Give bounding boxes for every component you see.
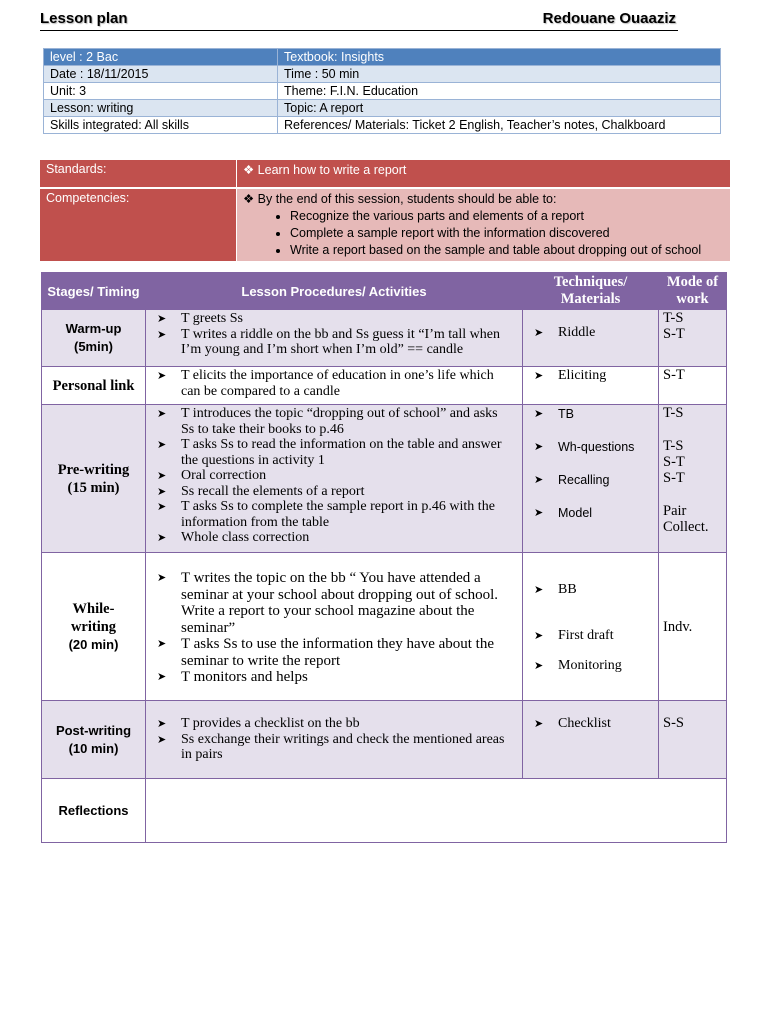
table-row (42, 553, 727, 701)
activity-list (147, 554, 521, 686)
stage-pre-writing (42, 405, 146, 553)
reflections-cell (146, 779, 727, 843)
table-row (42, 405, 727, 553)
standards-row (40, 160, 730, 188)
header-procedures: Lesson Procedures/ Activities (146, 273, 523, 310)
activities-cell (146, 310, 523, 367)
list-item: ➤ BB (534, 582, 649, 598)
info-skills: Skills integrated: All skills (44, 117, 278, 134)
lesson-procedures-table (41, 272, 727, 843)
stage-name: Personal link (52, 377, 135, 394)
list-item: ➤ First draft (534, 628, 649, 644)
standards-value: ❖ Learn how to write a report (237, 160, 731, 188)
activity-list (147, 406, 521, 546)
list-item: ➤ T provides a checklist on the bb (157, 716, 513, 732)
techniques-cell (523, 310, 659, 367)
table-row (42, 310, 727, 367)
activity-list (147, 311, 521, 358)
stage-while-writing (42, 553, 146, 701)
stage-name: Pre-writing (57, 461, 130, 478)
table-row (44, 100, 721, 117)
activities-cell (146, 405, 523, 553)
page-title: Lesson plan (40, 10, 128, 27)
header-mode: Mode of work (659, 273, 727, 310)
table-row (44, 117, 721, 134)
info-textbook: Textbook: Insights (278, 49, 721, 66)
mode-item: Pair (663, 503, 687, 519)
list-item: • Write a report based on the sample and table about dropping out of school (290, 242, 724, 259)
stage-post-writing (42, 701, 146, 779)
stage-name: writing (70, 618, 117, 635)
list-item: ➤ T introduces the topic “dropping out of school” and asks Ss to take their books to p.46 (157, 406, 513, 437)
header-techniques: Techniques/ Materials (523, 273, 659, 310)
techniques-cell (523, 701, 659, 779)
mode-item: S-T (663, 367, 685, 383)
mode-item: T-S (663, 310, 684, 326)
mode-cell (659, 553, 727, 701)
list-item: ➤ Eliciting (534, 368, 649, 384)
technique-list (524, 554, 657, 674)
info-date: Date : 18/11/2015 (44, 66, 278, 83)
list-item: ➤ T asks Ss to read the information on the table and answer the questions in activity 1 (157, 437, 513, 468)
mode-item: Indv. (663, 619, 693, 635)
standards-table (40, 160, 730, 261)
list-item: ➤ T monitors and helps (157, 669, 513, 686)
mode-item: T-S (663, 405, 684, 421)
competencies-intro: ❖ By the end of this session, students should be able to: (243, 192, 557, 206)
list-item: ➤ T writes the topic on the bb “ You have attended a seminar at your school about dropping out of school. Write a report to your school magazine about the seminar” (157, 570, 513, 636)
table-row (42, 701, 727, 779)
competencies-value (237, 188, 731, 261)
mode-item: S-S (663, 715, 684, 731)
mode-item: Collect. (663, 519, 709, 535)
info-references: References/ Materials: Ticket 2 English, Teacher’s notes, Chalkboard (278, 117, 721, 134)
stage-timing: (15 min) (67, 479, 120, 496)
list-item: ➤ Ss exchange their writings and check the mentioned areas in pairs (157, 732, 513, 763)
mode-cell (659, 405, 727, 553)
list-item: • Recognize the various parts and elements of a report (290, 208, 724, 225)
table-row (44, 83, 721, 100)
mode-cell (659, 701, 727, 779)
list-item: ➤ Checklist (534, 716, 649, 732)
activity-list (147, 702, 521, 763)
mode-item: T-S (663, 438, 684, 454)
list-item: ➤ T asks Ss to use the information they have about the seminar to write the report (157, 636, 513, 669)
header-stages: Stages/ Timing (42, 273, 146, 310)
info-topic: Topic: A report (278, 100, 721, 117)
competencies-list (243, 208, 724, 259)
author-name: Redouane Ouaaziz (542, 10, 676, 27)
mode-item: S-T (663, 470, 685, 486)
info-level: level : 2 Bac (44, 49, 278, 66)
list-item: ➤ T writes a riddle on the bb and Ss guess it “I’m tall when I’m young and I’m short when I’m old” == candle (157, 327, 513, 358)
list-item: ➤ T greets Ss (157, 311, 513, 327)
activities-cell (146, 701, 523, 779)
mode-cell (659, 367, 727, 405)
activities-cell (146, 553, 523, 701)
info-unit: Unit: 3 (44, 83, 278, 100)
technique-list (524, 406, 657, 521)
activity-list (147, 368, 521, 399)
info-lesson: Lesson: writing (44, 100, 278, 117)
table-row (42, 779, 727, 843)
list-item: ➤ T asks Ss to complete the sample report in p.46 with the information from the table (157, 499, 513, 530)
list-item: ➤ Riddle (534, 325, 649, 341)
list-item: ➤ Wh-questions (534, 439, 649, 455)
stage-name: While- (72, 600, 115, 617)
stage-timing: (5min) (74, 339, 113, 354)
lesson-info-table (43, 48, 721, 134)
technique-list (524, 368, 657, 384)
techniques-cell (523, 367, 659, 405)
stage-name: Warm-up (65, 321, 122, 336)
table-header-row (42, 273, 727, 310)
list-item: ➤ Monitoring (534, 658, 649, 674)
list-item: ➤ Recalling (534, 472, 649, 488)
competencies-row (40, 188, 730, 261)
info-time: Time : 50 min (278, 66, 721, 83)
table-row (44, 49, 721, 66)
competencies-label: Competencies: (40, 188, 237, 261)
list-item: ➤ Model (534, 505, 649, 521)
list-item: • Complete a sample report with the information discovered (290, 225, 724, 242)
standards-label: Standards: (40, 160, 237, 188)
stage-name: Reflections (58, 802, 129, 818)
page-header (40, 10, 678, 31)
list-item: ➤ T elicits the importance of education in one’s life which can be compared to a candle (157, 368, 513, 399)
info-theme: Theme: F.I.N. Education (278, 83, 721, 100)
stage-timing: (20 min) (68, 636, 119, 652)
technique-list (524, 702, 657, 732)
table-row (44, 66, 721, 83)
techniques-cell (523, 553, 659, 701)
list-item: ➤ Oral correction (157, 468, 513, 484)
list-item: ➤ Whole class correction (157, 530, 513, 546)
table-row (42, 367, 727, 405)
list-item: ➤ TB (534, 406, 649, 422)
list-item: ➤ Ss recall the elements of a report (157, 484, 513, 500)
stage-reflections (42, 779, 146, 843)
mode-item: S-T (663, 326, 685, 342)
stage-personal-link (42, 367, 146, 405)
stage-name: Post-writing (55, 722, 132, 738)
mode-cell (659, 310, 727, 367)
technique-list (524, 311, 657, 341)
activities-cell (146, 367, 523, 405)
techniques-cell (523, 405, 659, 553)
mode-item: S-T (663, 454, 685, 470)
stage-timing: (10 min) (68, 740, 119, 756)
stage-warm-up (42, 310, 146, 367)
